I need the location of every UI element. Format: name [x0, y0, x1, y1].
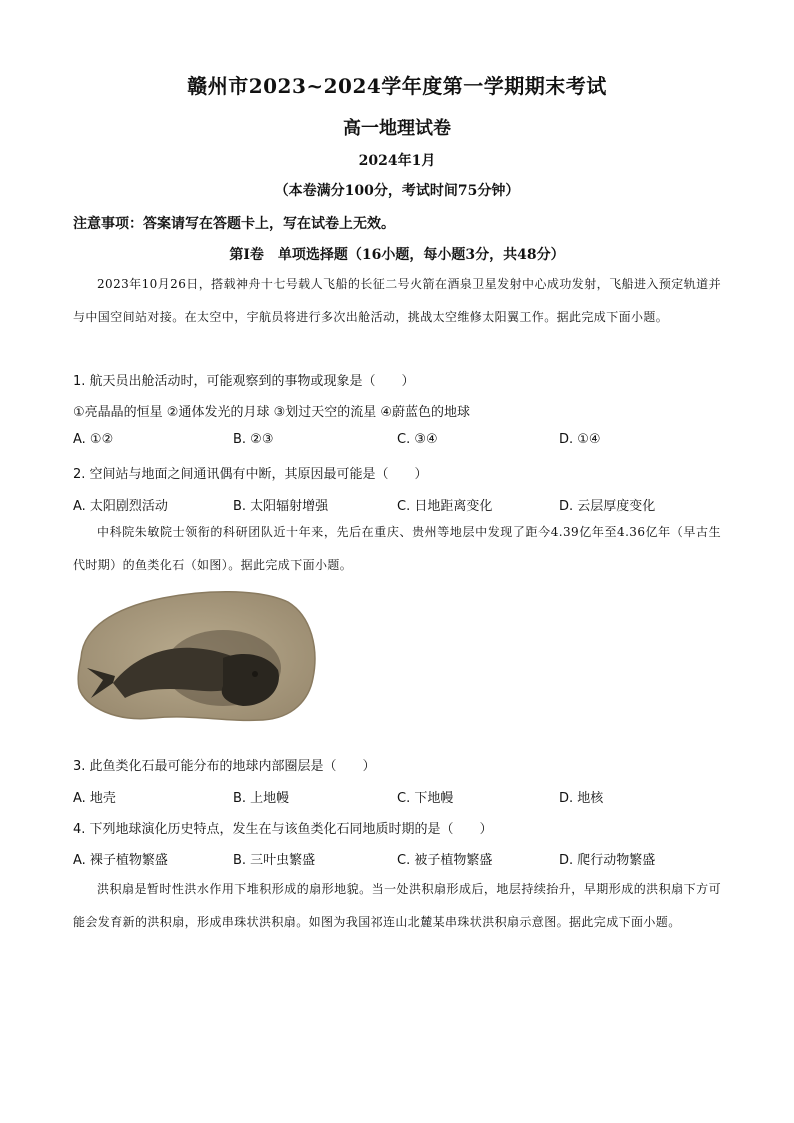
q4-option-a: A. 裸子植物繁盛	[73, 853, 168, 868]
fish-fossil-image	[73, 588, 323, 724]
exam-date: 2024年1月	[358, 153, 436, 169]
q4-option-d: D. 爬行动物繁盛	[559, 853, 656, 868]
q4-option-c: C. 被子植物繁盛	[397, 853, 493, 868]
q1-option-d: D. ①④	[559, 432, 601, 447]
question-4-stem: 4. 下列地球演化历史特点，发生在与该鱼类化石同地质时期的是（ ）	[73, 822, 493, 837]
passage-3: 洪积扇是暂时性洪水作用下堆积形成的扇形地貌。当一处洪积扇形成后，地层持续抬升，早期形成的洪积扇下方可能会发育新的洪积扇，形成串珠状洪积扇。如图为我国祁连山北麓某串珠状洪积扇示意图。据此完成下面小题。	[73, 882, 721, 929]
exam-subtitle: 高一地理试卷	[343, 118, 451, 139]
question-3-stem: 3. 此鱼类化石最可能分布的地球内部圈层是（ ）	[73, 759, 376, 774]
question-1-stem: 1. 航天员出舱活动时，可能观察到的事物或现象是（ ）	[73, 374, 415, 389]
q2-option-b: B. 太阳辐射增强	[233, 499, 329, 514]
question-2-stem: 2. 空间站与地面之间通讯偶有中断，其原因最可能是（ ）	[73, 467, 428, 482]
q2-option-d: D. 云层厚度变化	[559, 499, 656, 514]
q3-option-c: C. 下地幔	[397, 791, 454, 806]
q3-option-a: A. 地壳	[73, 791, 116, 806]
q4-option-b: B. 三叶虫繁盛	[233, 853, 316, 868]
notice: 注意事项：答案请写在答题卡上，写在试卷上无效。	[73, 216, 395, 232]
section-heading: 第Ⅰ卷 单项选择题（16小题，每小题3分，共48分）	[229, 247, 565, 263]
passage-2: 中科院朱敏院士领衔的科研团队近十年来，先后在重庆、贵州等地层中发现了距今4.39亿年至4.36亿年（早古生代时期）的鱼类化石（如图）。据此完成下面小题。	[73, 525, 721, 572]
exam-info: （本卷满分100分，考试时间75分钟）	[274, 183, 520, 199]
q1-option-a: A. ①②	[73, 432, 114, 447]
q1-option-c: C. ③④	[397, 432, 438, 447]
exam-title: 赣州市2023~2024学年度第一学期期末考试	[187, 74, 607, 98]
q2-option-a: A. 太阳剧烈活动	[73, 499, 168, 514]
q3-option-d: D. 地核	[559, 791, 604, 806]
question-1-statements: ①亮晶晶的恒星 ②通体发光的月球 ③划过天空的流星 ④蔚蓝色的地球	[73, 405, 471, 420]
q1-option-b: B. ②③	[233, 432, 274, 447]
q3-option-b: B. 上地幔	[233, 791, 290, 806]
q2-option-c: C. 日地距离变化	[397, 499, 493, 514]
passage-1: 2023年10月26日，搭载神舟十七号载人飞船的长征二号火箭在酒泉卫星发射中心成功发射，飞船进入预定轨道并与中国空间站对接。在太空中，宇航员将进行多次出舱活动，挑战太空维修太阳翼工作。据此完成下面小题。	[73, 277, 721, 324]
